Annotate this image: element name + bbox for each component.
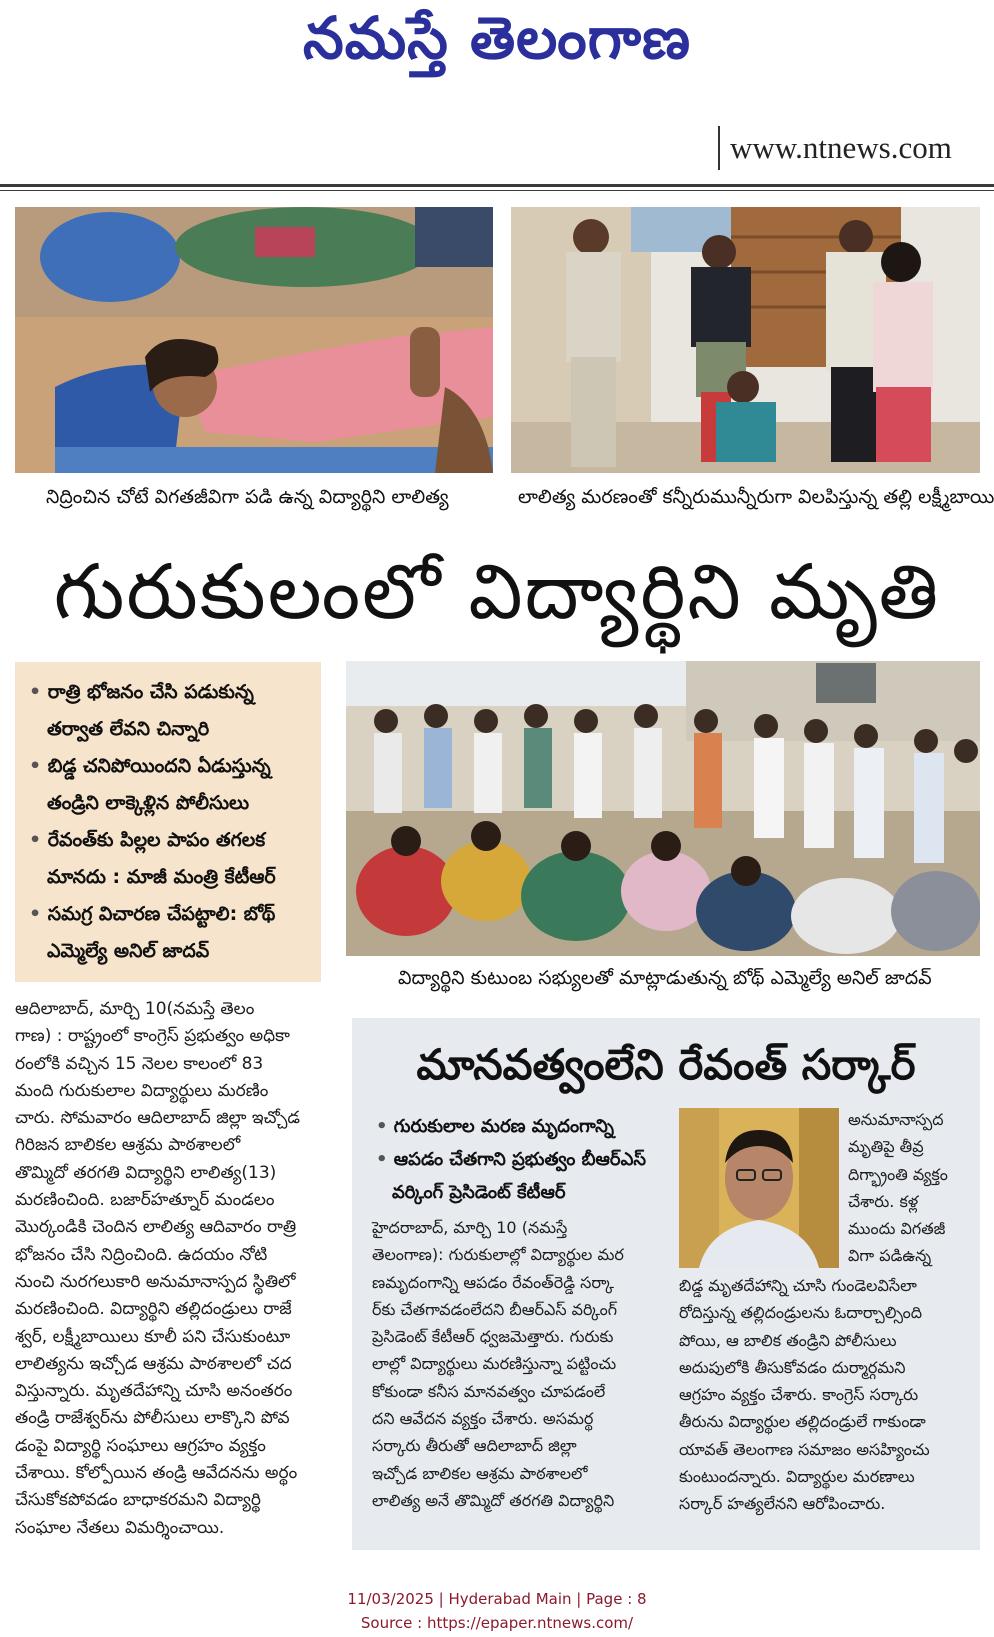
- story2-line: సర్కార్ హత్యలేనని ఆరోపించారు.: [679, 1494, 886, 1514]
- story1-line: తొమ్మిదో తరగతి విద్యార్థిని లాలిత్య(13): [15, 1162, 277, 1183]
- story2-line: దని ఆవేదన వ్యక్తం చేశారు. అసమర్థ: [372, 1409, 594, 1429]
- highlight-item: • సమగ్ర విచారణ చేపట్టాలి: బోథ్ ఎమ్మెల్యే అనిల్ జాదవ్: [25, 896, 311, 970]
- story2-line: అనుమానాస్పద: [848, 1110, 944, 1129]
- caption-right-photo: లాలిత్య మరణంతో కన్నీరుమున్నీరుగా విలపిస్తున్న తల్లి లక్ష్మీబాయి: [518, 486, 994, 508]
- highlight-item: • బిడ్డ చనిపోయిందని ఏడుస్తున్న తండ్రిని లాక్కెళ్లిన పోలీసులు: [25, 748, 311, 822]
- story1-line: మరణించింది. బజార్‌హత్నూర్ మండలం: [15, 1190, 275, 1211]
- story2-panel: [352, 1018, 980, 1550]
- story2-line: రోదిస్తున్న తల్లిదండ్రులను ఓదార్చాల్సింది: [679, 1303, 922, 1323]
- story2-line: సర్కారు తీరుతో ఆదిలాబాద్ జిల్లా: [372, 1436, 577, 1456]
- story1-body: [15, 996, 321, 1542]
- story2-right-body: [679, 1272, 972, 1518]
- story2-line: దిగ్భ్రాంతి వ్యక్తం: [848, 1164, 948, 1184]
- story1-line: గిరిజన బాలికల ఆశ్రమ పాఠశాలలో: [15, 1135, 241, 1156]
- story1-line: మరణించింది. విద్యార్థిని తల్లిదండ్రులు రాజే: [15, 1299, 292, 1320]
- story1-line: లాలిత్యను ఇచ్చోడ ఆశ్రమ పాఠశాలలో చద: [15, 1353, 292, 1374]
- story1-line: చేశాయి. కోల్పోయిన తండ్రి ఆవేదనను అర్థం: [15, 1463, 298, 1484]
- story2-line: తీరును విద్యార్థుల తల్లిదండ్రులే గాకుండా: [679, 1412, 926, 1432]
- ktr-portrait: [679, 1108, 839, 1268]
- story2-line: తెలంగాణ): గురుకులాల్లో విద్యార్థుల మర: [372, 1245, 624, 1265]
- ktr-portrait-art: [679, 1108, 839, 1268]
- main-headline: గురుకులంలో విద్యార్థిని మృతి: [53, 547, 941, 636]
- story1-line: ఆదిలాబాద్, మార్చి 10(నమస్తే తెలం: [15, 999, 255, 1019]
- photo-mother-grieving: [511, 207, 980, 473]
- footer-edition-info: 11/03/2025 | Hyderabad Main | Page : 8: [347, 1590, 647, 1608]
- story2-line: చేశారు. కళ్ల: [848, 1191, 919, 1211]
- story1-line: చేసుకోకపోవడం బాధాకరమని విద్యార్థి: [15, 1490, 261, 1511]
- story1-line: మంది గురుకులాల విద్యార్థులు మరణిం: [15, 1080, 269, 1101]
- story2-line: విగా పడిఉన్న: [848, 1246, 932, 1266]
- story2-left-body: [372, 1214, 670, 1514]
- story2-line: పోయి, ఆ బాలిక తండ్రిని పోలీసులు: [679, 1330, 897, 1350]
- page-footer: [0, 1587, 994, 1635]
- story2-line: కోకుండా కనీస మానవత్వం చూపడంలే: [372, 1381, 606, 1401]
- story1-line: డంపై విద్యార్థి సంఘాలు ఆగ్రహం వ్యక్తం: [15, 1435, 266, 1456]
- story1-line: సంఘాల నేతలు విమర్శించాయి.: [15, 1517, 225, 1538]
- story2-line: ర్‌కు చేతగావడంలేదని బీఆర్ఎస్ వర్కింగ్: [372, 1299, 618, 1319]
- masthead-rule-bottom: [0, 190, 994, 191]
- story2-line: ఇచ్చోడ బాలికల ఆశ్రమ పాఠశాలలో: [372, 1463, 588, 1483]
- story2-line: యావత్ తెలంగాణ సమాజం అసహ్యించు: [679, 1439, 930, 1459]
- story2-right-narrow: [848, 1106, 972, 1270]
- footer-source-link[interactable]: Source : https://epaper.ntnews.com/: [360, 1614, 634, 1632]
- masthead-rule-top: [0, 184, 994, 187]
- story2-line: అదుపులోకి తీసుకోవడం దుర్మార్గమని: [679, 1357, 906, 1377]
- site-url[interactable]: www.ntnews.com: [730, 130, 952, 165]
- story1-line: మొర్కండికి చెందిన లాలిత్య ఆదివారం రాత్రి: [15, 1217, 297, 1238]
- story2-line: ఆగ్రహం వ్యక్తం చేశారు. కాంగ్రెస్ సర్కారు: [679, 1385, 919, 1405]
- story2-line: కుంటుందన్నారు. విద్యార్థుల మరణాలు: [679, 1467, 915, 1487]
- story1-line: తండ్రి రాజేశ్వర్‌ను పోలీసులు లాక్కొని పోవ: [15, 1408, 290, 1429]
- site-url-box: [718, 126, 952, 170]
- highlights-box: [15, 662, 321, 982]
- story2-bullet: • గురుకులాల మరణ మృదంగాన్ని: [372, 1110, 672, 1143]
- masthead-title: నమస్తే తెలంగాణ: [303, 4, 691, 72]
- highlight-item: • రేవంత్‌కు పిల్లల పాపం తగలక మానదు : మాజీ మంత్రి కేటీఆర్: [25, 822, 311, 896]
- highlight-item: • రాత్రి భోజనం చేసి పడుకున్న తర్వాత లేవని చిన్నారి: [25, 674, 311, 748]
- story1-line: విస్తున్నారు. మృతదేహాన్ని చూసి అనంతరం: [15, 1381, 293, 1402]
- story1-line: రంలోకి వచ్చిన 15 నెలల కాలంలో 83: [15, 1053, 264, 1074]
- story1-line: గాణ) : రాష్ట్రంలో కాంగ్రెస్ ప్రభుత్వం అధికా: [15, 1026, 290, 1047]
- caption-crowd-photo: విద్యార్థిని కుటుంబ సభ్యులతో మాట్లాడుతున్న బోథ్ ఎమ్మెల్యే అనిల్ జాదవ్: [398, 967, 932, 989]
- story2-line: లాల్లో విద్యార్థులు మరణిస్తున్నా పట్టించు: [372, 1354, 617, 1374]
- photo-student-lying-art: [15, 207, 493, 473]
- story2-line: హైదరాబాద్, మార్చి 10 (నమస్తే: [372, 1218, 568, 1237]
- story2-line: లాలిత్య అనే తొమ్మిదో తరగతి విద్యార్థిని: [372, 1490, 615, 1510]
- story1-line: నుంచి నురగలుకారి అనుమానాస్పద స్థితిలో: [15, 1271, 296, 1292]
- story1-line: భోజనం చేసి నిద్రించింది. ఉదయం నోటి: [15, 1244, 268, 1265]
- story2-headline: మానవత్వంలేని రేవంత్ సర్కార్: [416, 1040, 916, 1089]
- story2-bullet: • ఆపడం చేతగాని ప్రభుత్వం బీఆర్ఎస్ వర్కింగ్ ప్రెసిడెంట్ కేటీఆర్: [372, 1143, 672, 1209]
- story2-line: మృతిపై తీవ్ర: [848, 1137, 924, 1157]
- story2-line: ణమృదంగాన్ని ఆపడం రేవంత్‌రెడ్డి సర్కా: [372, 1272, 614, 1292]
- photo-mother-grieving-art: [511, 207, 980, 473]
- story1-line: శ్వర్, లక్ష్మీబాయిలు కూలీ పని చేసుకుంటూ: [15, 1326, 291, 1347]
- photo-mla-with-family-art: [346, 661, 980, 956]
- story1-line: చారు. సోమవారం ఆదిలాబాద్ జిల్లా ఇచ్చోడ: [15, 1108, 300, 1129]
- story2-line: బిడ్డ మృతదేహాన్ని చూసి గుండెలవిసేలా: [679, 1276, 917, 1295]
- story2-line: ముందు విగతజీ: [848, 1219, 946, 1239]
- story2-bullets: [372, 1110, 672, 1209]
- photo-mla-with-family: [346, 661, 980, 956]
- story2-line: ప్రెసిడెంట్ కేటీఆర్ ధ్వజమెత్తారు. గురుకు: [372, 1327, 614, 1347]
- caption-left-photo: నిద్రించిన చోటే విగతజీవిగా పడి ఉన్న విద్యార్థిని లాలిత్య: [46, 486, 449, 508]
- photo-student-lying: [15, 207, 493, 473]
